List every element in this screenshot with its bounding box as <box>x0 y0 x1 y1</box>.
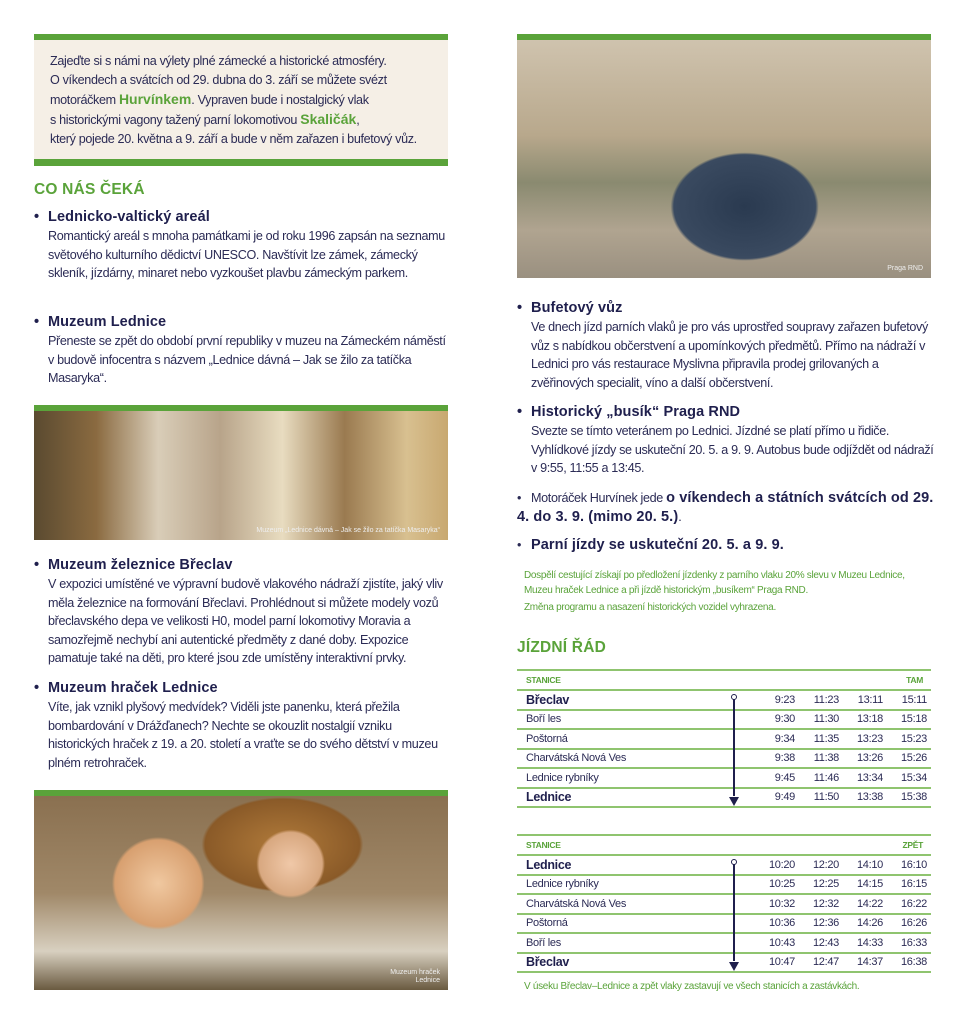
toys-photo <box>34 790 448 990</box>
highlight-skalicak: Skaličák <box>300 111 357 127</box>
station-name: Charvátská Nová Ves <box>517 749 725 769</box>
item-text: Víte, jak vznikl plyšový medvídek? Viděli jste panenku, která přežila bombardování v Drážďanech? Nechte se okouzlit nostalgií vzniku historických hraček z 19. a 20. století a vraťte se do svého dětství v muzeu plném retrohraček. <box>48 700 438 770</box>
station-name: Charvátská Nová Ves <box>517 894 725 914</box>
departure-time: 11:38 <box>799 749 843 769</box>
item-busik <box>517 403 937 478</box>
departure-time: 15:23 <box>887 729 931 749</box>
text: , <box>356 113 360 127</box>
departure-time: 16:22 <box>887 894 931 914</box>
item-muzeum-zeleznice <box>34 556 454 668</box>
departure-time: 10:20 <box>755 855 799 875</box>
route-line <box>725 894 755 914</box>
text: Motoráček Hurvínek jede <box>531 491 667 505</box>
text-bold: Parní jízdy se uskuteční 20. 5. a 9. 9. <box>531 537 784 553</box>
steam-info <box>517 536 937 555</box>
departure-time: 10:36 <box>755 914 799 934</box>
departure-time: 9:34 <box>755 729 799 749</box>
route-end-arrow-icon <box>725 788 755 808</box>
station-name: Břeclav <box>517 690 725 710</box>
item-title: • Muzeum hraček Lednice <box>34 679 454 698</box>
departure-time: 14:15 <box>843 875 887 895</box>
timetable-heading: JÍZDNÍ ŘÁD <box>517 639 606 656</box>
item-text: Přeneste se zpět do období první republiky v muzeu na Zámeckém náměstí v budově infocentra s názvem „Lednice dávná – Jak se žilo za tatíčka Masaryka“. <box>48 334 446 386</box>
item-text: V expozici umístěné ve výpravní budově vlakového nádraží zjistíte, jaký vliv měla železnice na formování Břeclavi. Prohlédnout si můžete modely vozů břeclavského depa ve velikosti H0, model parní lokomotivy Moravia a samozřejmě nechybí ani autentické předměty z dané doby. Expozice pamatuje také na děti, pro které jsou zde umístěny interaktivní prvky. <box>48 577 443 666</box>
departure-time: 11:35 <box>799 729 843 749</box>
photo-caption: Praga RND <box>887 265 923 272</box>
item-bufetovy-vuz <box>517 299 937 392</box>
departure-time: 9:38 <box>755 749 799 769</box>
departure-time: 11:46 <box>799 768 843 788</box>
timetable-zpet <box>517 834 931 973</box>
item-title: • Bufetový vůz <box>517 299 937 318</box>
timetable-tam <box>517 669 931 808</box>
departure-time: 10:25 <box>755 875 799 895</box>
table-row <box>517 933 931 953</box>
departure-time: 11:50 <box>799 788 843 808</box>
table-row <box>517 710 931 730</box>
station-name: Poštorná <box>517 914 725 934</box>
item-text: Romantický areál s mnoha památkami je od roku 1996 zapsán na seznamu světového kulturního dědictví UNESCO. Navštívit lze zámek, zámecký skleník, jízdárny, minaret nebo vyzkoušet plavbu zámeckým parkem. <box>48 229 445 281</box>
table-row <box>517 855 931 875</box>
departure-time: 12:20 <box>799 855 843 875</box>
departure-time: 12:25 <box>799 875 843 895</box>
departure-time: 14:10 <box>843 855 887 875</box>
intro-line <box>50 110 434 130</box>
departure-time: 14:22 <box>843 894 887 914</box>
station-name: Boří les <box>517 710 725 730</box>
col-direction: ZPĚT <box>725 835 931 855</box>
departure-time: 16:26 <box>887 914 931 934</box>
route-line <box>725 875 755 895</box>
departure-time: 15:34 <box>887 768 931 788</box>
table-row <box>517 953 931 973</box>
departure-time: 12:43 <box>799 933 843 953</box>
photo-caption <box>390 969 440 985</box>
departure-time: 13:11 <box>843 690 887 710</box>
hurvinek-info <box>517 489 937 527</box>
item-lednicko-valticky <box>34 208 454 283</box>
col-station: STANICE <box>517 835 725 855</box>
bus-photo <box>517 34 931 278</box>
intro-box <box>34 34 448 166</box>
item-title: • Muzeum Lednice <box>34 313 454 332</box>
station-name: Lednice <box>517 855 725 875</box>
intro-line: Zajeďte si s námi na výlety plné zámecké a historické atmosféry. <box>50 54 387 68</box>
route-line <box>725 729 755 749</box>
departure-time: 10:47 <box>755 953 799 973</box>
departure-time: 13:18 <box>843 710 887 730</box>
table-row <box>517 749 931 769</box>
departure-time: 15:38 <box>887 788 931 808</box>
station-name: Lednice rybníky <box>517 875 725 895</box>
table-row <box>517 690 931 710</box>
departure-time: 14:37 <box>843 953 887 973</box>
departure-time: 16:33 <box>887 933 931 953</box>
route-line <box>725 768 755 788</box>
item-text: Ve dnech jízd parních vlaků je pro vás uprostřed soupravy zařazen bufetový vůz s nabídkou občerstvení a upomínkových předmětů. Přímo na nádraží v Lednici pro vás restaurace Myslivna připravila prodej grilovaných a zvěřinových specialit, víno a další občerstvení. <box>531 320 928 390</box>
station-name: Lednice <box>517 788 725 808</box>
route-line <box>725 749 755 769</box>
table-row <box>517 914 931 934</box>
departure-time: 16:38 <box>887 953 931 973</box>
departure-time: 14:33 <box>843 933 887 953</box>
col-station: STANICE <box>517 670 725 690</box>
departure-time: 14:26 <box>843 914 887 934</box>
table-header <box>517 835 931 855</box>
item-text: Svezte se tímto veteránem po Lednici. Jízdné se platí přímo u řidiče. Vyhlídkové jízdy se uskuteční 20. 5. a 9. 9. Autobus bude odjíždět od nádraží v 9:55, 11:55 a 13:45. <box>531 424 934 476</box>
caption-line: Lednice <box>415 977 440 984</box>
departure-time: 9:45 <box>755 768 799 788</box>
table-row <box>517 894 931 914</box>
route-line <box>725 710 755 730</box>
change-note: Změna programu a nasazení historických vozidel vyhrazena. <box>524 602 776 613</box>
route-start-icon <box>725 855 755 875</box>
item-title: • Muzeum železnice Břeclav <box>34 556 454 575</box>
timetable-table <box>517 834 931 973</box>
departure-time: 9:23 <box>755 690 799 710</box>
departure-time: 12:36 <box>799 914 843 934</box>
station-name: Boří les <box>517 933 725 953</box>
timetable-table <box>517 669 931 808</box>
table-row <box>517 875 931 895</box>
item-muzeum-lednice <box>34 313 454 388</box>
timetable-footnote: V úseku Břeclav–Lednice a zpět vlaky zastavují ve všech stanicích a zastávkách. <box>524 981 860 992</box>
item-muzeum-hracek <box>34 679 454 772</box>
photo-caption: Muzeum „Lednice dávná – Jak se žilo za tatíčka Masaryka“ <box>256 527 440 534</box>
departure-time: 13:23 <box>843 729 887 749</box>
departure-time: 12:32 <box>799 894 843 914</box>
section-heading: CO NÁS ČEKÁ <box>34 181 145 198</box>
departure-time: 15:11 <box>887 690 931 710</box>
station-name: Poštorná <box>517 729 725 749</box>
intro-line <box>50 90 434 110</box>
departure-time: 11:30 <box>799 710 843 730</box>
table-row <box>517 768 931 788</box>
departure-time: 11:23 <box>799 690 843 710</box>
table-header <box>517 670 931 690</box>
departure-time: 9:30 <box>755 710 799 730</box>
table-row <box>517 788 931 808</box>
text-bold: o víkendech a státních svátcích od 29. 4. do 3. 9. (mimo 20. 5.) <box>517 490 934 525</box>
route-line <box>725 933 755 953</box>
intro-line: O víkendech a svátcích od 29. dubna do 3. září se můžete svézt <box>50 73 387 87</box>
discount-note: Dospělí cestující získají po předložení jízdenky z parního vlaku 20% slevu v Muzeu Lednice, Muzeu hraček Lednice a při jízdě historickým „busíkem“ Praga RND. <box>524 570 905 596</box>
item-title: • Historický „busík“ Praga RND <box>517 403 937 422</box>
caption-line: Muzeum hraček <box>390 969 440 976</box>
station-name: Břeclav <box>517 953 725 973</box>
departure-time: 15:26 <box>887 749 931 769</box>
route-end-arrow-icon <box>725 953 755 973</box>
text: motoráčkem <box>50 93 119 107</box>
departure-time: 10:32 <box>755 894 799 914</box>
text: s historickými vagony tažený parní lokomotivou <box>50 113 301 127</box>
departure-time: 13:38 <box>843 788 887 808</box>
departure-time: 15:18 <box>887 710 931 730</box>
intro-line: který pojede 20. května a 9. září a bude v něm zařazen i bufetový vůz. <box>50 132 417 146</box>
departure-time: 9:49 <box>755 788 799 808</box>
departure-time: 12:47 <box>799 953 843 973</box>
text: . Vypraven bude i nostalgický vlak <box>191 93 369 107</box>
col-direction: TAM <box>725 670 931 690</box>
museum-photo <box>34 405 448 540</box>
departure-time: 13:26 <box>843 749 887 769</box>
text: . <box>678 510 682 524</box>
departure-time: 16:10 <box>887 855 931 875</box>
departure-time: 10:43 <box>755 933 799 953</box>
station-name: Lednice rybníky <box>517 768 725 788</box>
departure-time: 13:34 <box>843 768 887 788</box>
item-title: • Lednicko-valtický areál <box>34 208 454 227</box>
route-start-icon <box>725 690 755 710</box>
route-line <box>725 914 755 934</box>
table-row <box>517 729 931 749</box>
highlight-hurvinek: Hurvínkem <box>118 91 192 107</box>
departure-time: 16:15 <box>887 875 931 895</box>
